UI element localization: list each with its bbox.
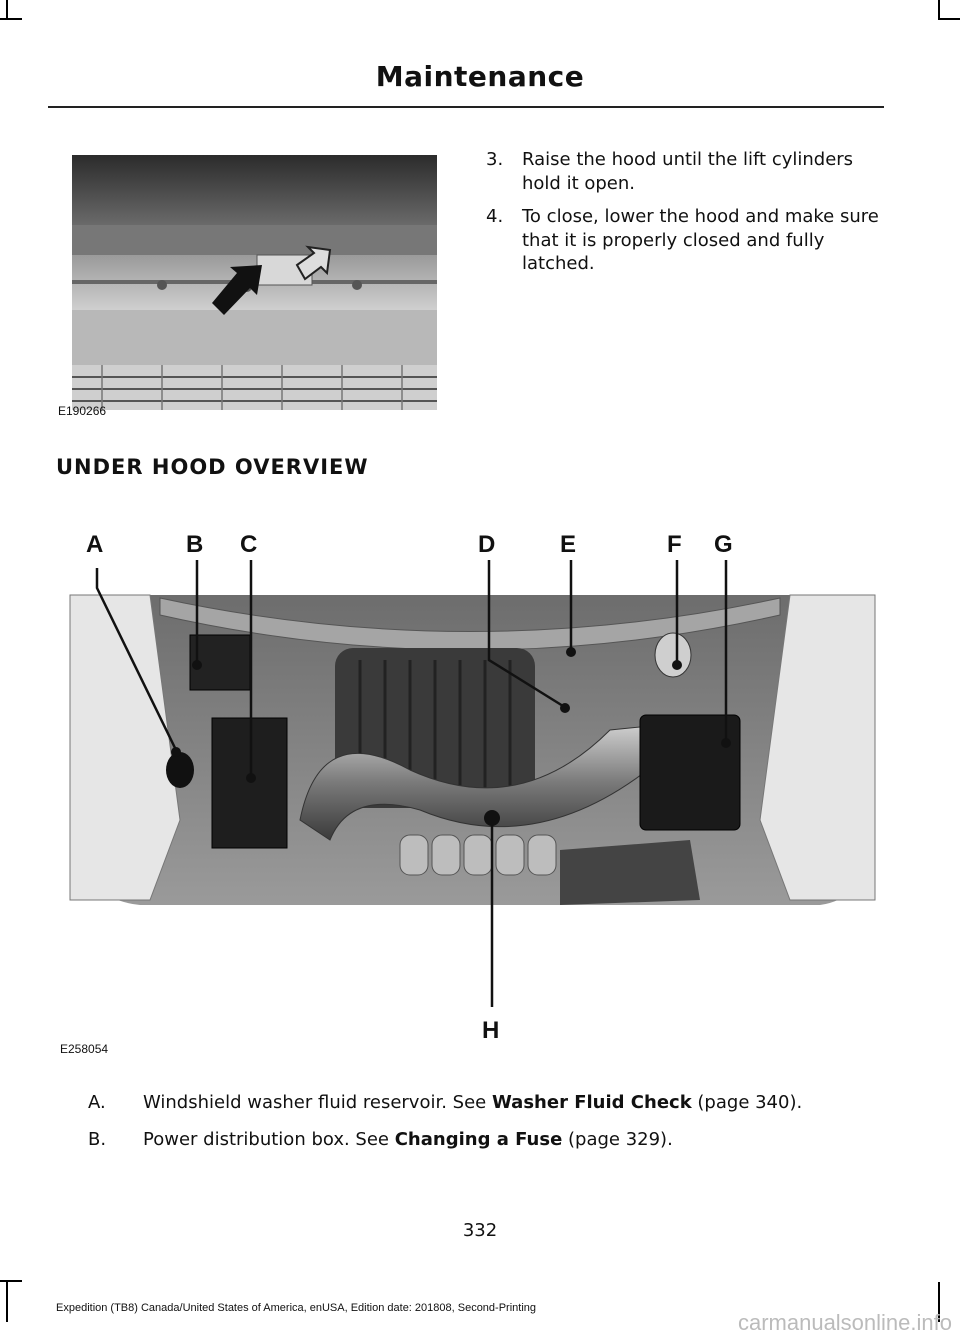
- crop-mark-bottom-left-v: [6, 1282, 8, 1322]
- callout-f: F: [667, 531, 682, 558]
- step-text: Raise the hood until the lift cylinders hold it open.: [522, 149, 854, 194]
- crop-mark-top-right-h: [938, 18, 960, 20]
- callout-h: H: [482, 1017, 500, 1044]
- engine-bay-drawing: [0, 520, 960, 1060]
- header-divider: [48, 106, 884, 108]
- crop-mark-top-right-v: [938, 0, 940, 20]
- step-number: 3.: [486, 149, 504, 170]
- hood-latch-illustration: [72, 155, 437, 410]
- legend-list: [88, 1092, 908, 1166]
- figure-code-1: E190266: [58, 404, 107, 418]
- crop-mark-top-left-v: [6, 0, 8, 20]
- legend-text-after: (page 329).: [562, 1129, 673, 1150]
- callout-d: D: [478, 531, 496, 558]
- legend-link[interactable]: Washer Fluid Check: [491, 1092, 692, 1113]
- callout-g: G: [714, 531, 733, 558]
- section-title: UNDER HOOD OVERVIEW: [56, 455, 369, 479]
- legend-letter: B.: [88, 1129, 107, 1150]
- legend-letter: A.: [88, 1092, 106, 1113]
- legend-item: [88, 1129, 908, 1150]
- crop-mark-top-left-h: [0, 18, 22, 20]
- footer-text: Expedition (TB8) Canada/United States of America, enUSA, Edition date: 201808, Second-Printing: [56, 1302, 537, 1314]
- watermark-text: carmanualsonline.info: [737, 1310, 952, 1335]
- callout-a: A: [86, 531, 104, 558]
- crop-mark-bottom-left-h: [0, 1280, 22, 1282]
- callout-e: E: [560, 531, 577, 558]
- step-number: 4.: [486, 206, 504, 227]
- legend-text-before: Windshield washer fluid reservoir. See: [143, 1092, 492, 1113]
- step-text: To close, lower the hood and make sure that it is properly closed and fully latched.: [522, 206, 879, 274]
- legend-item: [88, 1092, 908, 1113]
- callout-c: C: [240, 531, 258, 558]
- legend-text: [143, 1129, 673, 1150]
- step-item: [486, 148, 886, 195]
- legend-text: [143, 1092, 802, 1113]
- legend-text-after: (page 340).: [691, 1092, 803, 1113]
- page-number: 332: [462, 1220, 498, 1241]
- hood-latch-drawing: [72, 155, 437, 410]
- page-header-title: Maintenance: [375, 60, 585, 93]
- instruction-steps: [486, 148, 886, 286]
- figure-code-2: E258054: [60, 1042, 109, 1056]
- legend-text-before: Power distribution box. See: [143, 1129, 395, 1150]
- step-item: [486, 205, 886, 276]
- under-hood-illustration: [0, 520, 960, 1060]
- legend-link[interactable]: Changing a Fuse: [394, 1129, 563, 1150]
- callout-b: B: [186, 531, 204, 558]
